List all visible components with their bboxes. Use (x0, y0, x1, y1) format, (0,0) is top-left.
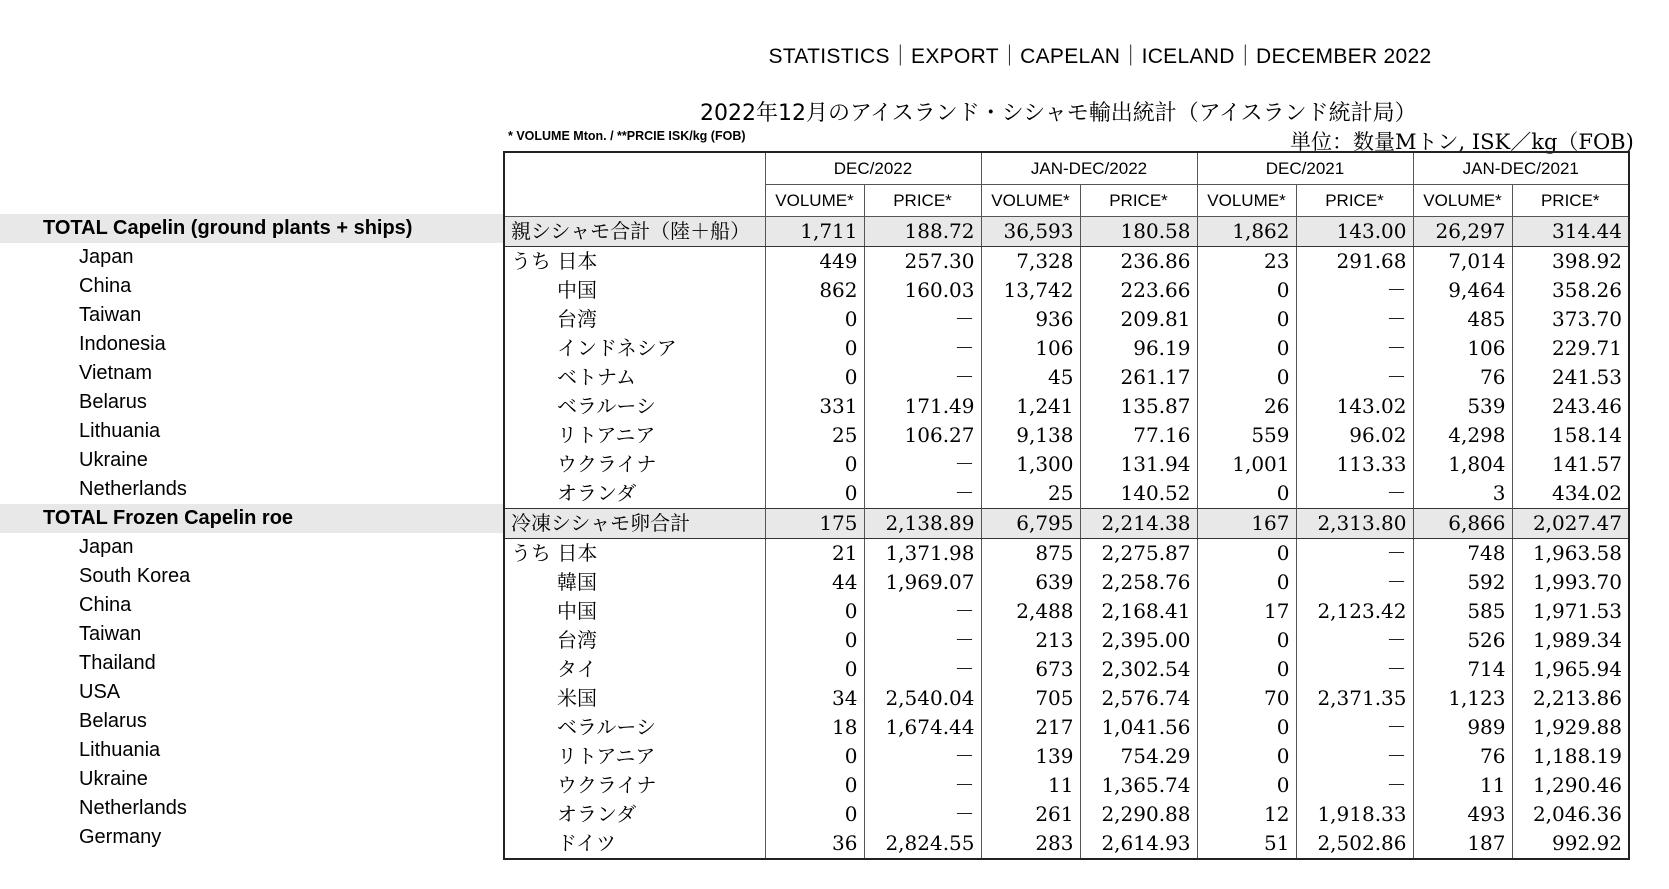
country-label: Ukraine (79, 768, 148, 790)
price-cell: 754.29 (1080, 742, 1197, 771)
volume-cell: 0 (1197, 742, 1296, 771)
japanese-label-cell: 中国 (504, 276, 765, 305)
table-row (504, 626, 1629, 655)
japanese-label-cell: 台湾 (504, 626, 765, 655)
japanese-label-cell: うち 日本 (504, 247, 765, 277)
price-cell: － (864, 479, 981, 509)
volume-cell: 76 (1413, 742, 1512, 771)
volume-cell: 0 (765, 626, 864, 655)
volume-cell: 12 (1197, 800, 1296, 829)
price-cell: 314.44 (1512, 217, 1629, 247)
price-cell: 261.17 (1080, 363, 1197, 392)
japanese-label-cell: インドネシア (504, 334, 765, 363)
price-cell: 160.03 (864, 276, 981, 305)
japanese-label-cell: リトアニア (504, 421, 765, 450)
volume-cell: 0 (1197, 771, 1296, 800)
price-cell: － (1296, 626, 1413, 655)
price-cell: － (864, 655, 981, 684)
volume-cell: 6,866 (1413, 509, 1512, 539)
japanese-label-cell: 中国 (504, 597, 765, 626)
price-cell: 1,965.94 (1512, 655, 1629, 684)
volume-cell: 283 (981, 829, 1080, 859)
country-label: Lithuania (79, 739, 161, 761)
country-label: Ukraine (79, 449, 148, 471)
price-cell: 2,290.88 (1080, 800, 1197, 829)
volume-cell: 9,464 (1413, 276, 1512, 305)
volume-cell: 0 (1197, 363, 1296, 392)
price-cell: 77.16 (1080, 421, 1197, 450)
country-label: Indonesia (79, 333, 166, 355)
volume-cell: 0 (1197, 655, 1296, 684)
corner-cell (504, 152, 765, 217)
price-cell: － (1296, 771, 1413, 800)
price-cell: 135.87 (1080, 392, 1197, 421)
unit-note-japanese: 単位：数量Mトン, ISK／kg（FOB) (1290, 130, 1634, 154)
volume-cell: 0 (765, 334, 864, 363)
volume-cell: 0 (1197, 568, 1296, 597)
price-cell: 113.33 (1296, 450, 1413, 479)
volume-cell: 261 (981, 800, 1080, 829)
price-cell: 2,824.55 (864, 829, 981, 859)
capelin-export-table (503, 151, 1630, 860)
price-cell: 188.72 (864, 217, 981, 247)
table-row (504, 713, 1629, 742)
price-cell: 373.70 (1512, 305, 1629, 334)
volume-cell: 1,123 (1413, 684, 1512, 713)
report-header: STATISTICS｜EXPORT｜CAPELAN｜ICELAND｜DECEMBER 2022 (768, 45, 1432, 68)
japanese-label-cell: ベトナム (504, 363, 765, 392)
period-header: JAN-DEC/2021 (1413, 152, 1629, 185)
japanese-label-cell: うち 日本 (504, 539, 765, 569)
volume-cell: 4,298 (1413, 421, 1512, 450)
volume-cell: 175 (765, 509, 864, 539)
price-cell: － (864, 742, 981, 771)
price-cell: － (1296, 334, 1413, 363)
volume-cell: 1,862 (1197, 217, 1296, 247)
price-cell: 2,614.93 (1080, 829, 1197, 859)
price-cell: 257.30 (864, 247, 981, 277)
price-cell: 1,290.46 (1512, 771, 1629, 800)
volume-cell: 106 (1413, 334, 1512, 363)
country-label: Germany (79, 826, 162, 848)
volume-cell: 0 (765, 771, 864, 800)
price-cell: 2,502.86 (1296, 829, 1413, 859)
price-header: PRICE* (1296, 185, 1413, 217)
price-cell: 1,929.88 (1512, 713, 1629, 742)
volume-cell: 0 (1197, 713, 1296, 742)
country-label: China (79, 275, 132, 297)
japanese-label-cell: ベラルーシ (504, 713, 765, 742)
volume-cell: 187 (1413, 829, 1512, 859)
volume-cell: 0 (765, 800, 864, 829)
japanese-label-cell: 韓国 (504, 568, 765, 597)
country-label: Taiwan (79, 623, 142, 645)
price-cell: 1,969.07 (864, 568, 981, 597)
volume-cell: 167 (1197, 509, 1296, 539)
table-row (504, 392, 1629, 421)
volume-cell: 639 (981, 568, 1080, 597)
japanese-label-cell: ウクライナ (504, 450, 765, 479)
table-row (504, 684, 1629, 713)
volume-cell: 989 (1413, 713, 1512, 742)
price-cell: 1,041.56 (1080, 713, 1197, 742)
table-row (504, 363, 1629, 392)
japanese-label-cell: 台湾 (504, 305, 765, 334)
japanese-label-cell: タイ (504, 655, 765, 684)
volume-cell: 673 (981, 655, 1080, 684)
volume-cell: 748 (1413, 539, 1512, 569)
volume-cell: 592 (1413, 568, 1512, 597)
price-cell: 2,027.47 (1512, 509, 1629, 539)
price-cell: 209.81 (1080, 305, 1197, 334)
country-label: Japan (79, 246, 134, 268)
japanese-label-cell: ウクライナ (504, 771, 765, 800)
volume-cell: 7,328 (981, 247, 1080, 277)
price-cell: 2,138.89 (864, 509, 981, 539)
volume-cell: 0 (1197, 626, 1296, 655)
price-cell: － (864, 597, 981, 626)
price-cell: － (864, 334, 981, 363)
volume-cell: 36 (765, 829, 864, 859)
price-cell: 1,188.19 (1512, 742, 1629, 771)
price-cell: 1,993.70 (1512, 568, 1629, 597)
volume-cell: 0 (1197, 334, 1296, 363)
price-cell: 1,989.34 (1512, 626, 1629, 655)
period-header: DEC/2021 (1197, 152, 1413, 185)
volume-cell: 539 (1413, 392, 1512, 421)
japanese-label-cell: リトアニア (504, 742, 765, 771)
period-header: JAN-DEC/2022 (981, 152, 1197, 185)
volume-cell: 44 (765, 568, 864, 597)
volume-cell: 0 (765, 305, 864, 334)
volume-cell: 862 (765, 276, 864, 305)
price-cell: 171.49 (864, 392, 981, 421)
price-cell: 2,258.76 (1080, 568, 1197, 597)
price-cell: 291.68 (1296, 247, 1413, 277)
table-row (504, 450, 1629, 479)
price-cell: － (864, 450, 981, 479)
price-cell: － (864, 305, 981, 334)
volume-cell: 25 (765, 421, 864, 450)
country-label: Netherlands (79, 797, 187, 819)
volume-cell: 2,488 (981, 597, 1080, 626)
price-cell: 2,302.54 (1080, 655, 1197, 684)
japanese-label-cell: 米国 (504, 684, 765, 713)
volume-header: VOLUME* (1197, 185, 1296, 217)
country-label: Belarus (79, 391, 147, 413)
volume-header: VOLUME* (1413, 185, 1512, 217)
table-row (504, 597, 1629, 626)
japanese-label-cell: ドイツ (504, 829, 765, 859)
country-label: Thailand (79, 652, 156, 674)
price-cell: 2,395.00 (1080, 626, 1197, 655)
unit-note: * VOLUME Mton. / **PRCIE ISK/kg (FOB) (508, 129, 746, 143)
price-cell: 236.86 (1080, 247, 1197, 277)
volume-cell: 6,795 (981, 509, 1080, 539)
price-cell: 2,540.04 (864, 684, 981, 713)
price-cell: － (864, 626, 981, 655)
table-row (504, 247, 1629, 277)
volume-cell: 18 (765, 713, 864, 742)
volume-cell: 1,001 (1197, 450, 1296, 479)
country-label: USA (79, 681, 121, 703)
price-cell: 131.94 (1080, 450, 1197, 479)
price-cell: 2,046.36 (1512, 800, 1629, 829)
total-label: TOTAL Frozen Capelin roe (43, 507, 294, 529)
price-cell: － (1296, 276, 1413, 305)
country-label: South Korea (79, 565, 191, 587)
volume-cell: 526 (1413, 626, 1512, 655)
volume-cell: 26 (1197, 392, 1296, 421)
price-cell: 241.53 (1512, 363, 1629, 392)
volume-header: VOLUME* (765, 185, 864, 217)
table-row (504, 276, 1629, 305)
table-row (504, 800, 1629, 829)
price-cell: 2,168.41 (1080, 597, 1197, 626)
volume-cell: 0 (1197, 276, 1296, 305)
volume-cell: 3 (1413, 479, 1512, 509)
price-header: PRICE* (1512, 185, 1629, 217)
price-cell: 1,674.44 (864, 713, 981, 742)
japanese-label-cell: ベラルーシ (504, 392, 765, 421)
price-cell: 141.57 (1512, 450, 1629, 479)
country-label: Japan (79, 536, 134, 558)
total-label: TOTAL Capelin (ground plants + ships) (43, 217, 413, 239)
price-cell: － (1296, 568, 1413, 597)
volume-cell: 449 (765, 247, 864, 277)
japanese-label-cell: 冷凍シシャモ卵合計 (504, 509, 765, 539)
volume-cell: 0 (765, 450, 864, 479)
table-row (504, 771, 1629, 800)
country-label: Belarus (79, 710, 147, 732)
price-cell: 1,371.98 (864, 539, 981, 569)
japanese-label-cell: 親シシャモ合計（陸＋船） (504, 217, 765, 247)
volume-cell: 0 (765, 479, 864, 509)
total-row (504, 509, 1629, 539)
country-label: Taiwan (79, 304, 142, 326)
period-header: DEC/2022 (765, 152, 981, 185)
japanese-label-cell: オランダ (504, 479, 765, 509)
table-row (504, 655, 1629, 684)
price-cell: 180.58 (1080, 217, 1197, 247)
price-cell: － (1296, 742, 1413, 771)
volume-cell: 11 (981, 771, 1080, 800)
price-cell: 140.52 (1080, 479, 1197, 509)
price-cell: 96.19 (1080, 334, 1197, 363)
volume-cell: 1,241 (981, 392, 1080, 421)
price-cell: － (864, 771, 981, 800)
volume-cell: 36,593 (981, 217, 1080, 247)
table-row (504, 334, 1629, 363)
price-cell: － (1296, 363, 1413, 392)
volume-cell: 0 (1197, 539, 1296, 569)
price-cell: 398.92 (1512, 247, 1629, 277)
price-cell: 2,313.80 (1296, 509, 1413, 539)
price-cell: 243.46 (1512, 392, 1629, 421)
price-cell: 1,918.33 (1296, 800, 1413, 829)
volume-cell: 17 (1197, 597, 1296, 626)
volume-cell: 21 (765, 539, 864, 569)
price-cell: － (1296, 539, 1413, 569)
price-cell: 1,971.53 (1512, 597, 1629, 626)
price-cell: 106.27 (864, 421, 981, 450)
volume-cell: 45 (981, 363, 1080, 392)
volume-cell: 76 (1413, 363, 1512, 392)
volume-cell: 25 (981, 479, 1080, 509)
volume-cell: 34 (765, 684, 864, 713)
volume-cell: 585 (1413, 597, 1512, 626)
price-cell: － (864, 363, 981, 392)
price-header: PRICE* (864, 185, 981, 217)
price-cell: 992.92 (1512, 829, 1629, 859)
volume-cell: 106 (981, 334, 1080, 363)
volume-cell: 485 (1413, 305, 1512, 334)
price-cell: － (1296, 713, 1413, 742)
price-cell: 2,123.42 (1296, 597, 1413, 626)
price-cell: 1,963.58 (1512, 539, 1629, 569)
period-header-row (504, 152, 1629, 185)
japanese-title: 2022年12月のアイスランド・シシャモ輸出統計（アイスランド統計局） (700, 101, 1417, 126)
table-row (504, 305, 1629, 334)
price-cell: 2,371.35 (1296, 684, 1413, 713)
price-cell: － (1296, 479, 1413, 509)
price-cell: 2,275.87 (1080, 539, 1197, 569)
volume-header: VOLUME* (981, 185, 1080, 217)
volume-cell: 0 (765, 363, 864, 392)
price-cell: 434.02 (1512, 479, 1629, 509)
price-cell: 96.02 (1296, 421, 1413, 450)
table-row (504, 742, 1629, 771)
volume-cell: 493 (1413, 800, 1512, 829)
volume-cell: 559 (1197, 421, 1296, 450)
volume-cell: 11 (1413, 771, 1512, 800)
country-label: Vietnam (79, 362, 153, 384)
volume-cell: 51 (1197, 829, 1296, 859)
volume-cell: 217 (981, 713, 1080, 742)
price-cell: 158.14 (1512, 421, 1629, 450)
volume-cell: 875 (981, 539, 1080, 569)
table-row (504, 479, 1629, 509)
volume-cell: 936 (981, 305, 1080, 334)
price-cell: 143.02 (1296, 392, 1413, 421)
country-label: China (79, 594, 132, 616)
price-cell: 223.66 (1080, 276, 1197, 305)
volume-cell: 9,138 (981, 421, 1080, 450)
price-cell: － (1296, 305, 1413, 334)
volume-cell: 1,804 (1413, 450, 1512, 479)
volume-cell: 26,297 (1413, 217, 1512, 247)
volume-cell: 1,711 (765, 217, 864, 247)
table-row (504, 568, 1629, 597)
country-label: Netherlands (79, 478, 187, 500)
volume-cell: 139 (981, 742, 1080, 771)
volume-cell: 705 (981, 684, 1080, 713)
volume-cell: 7,014 (1413, 247, 1512, 277)
japanese-label-cell: オランダ (504, 800, 765, 829)
price-cell: 1,365.74 (1080, 771, 1197, 800)
price-cell: 2,576.74 (1080, 684, 1197, 713)
price-cell: 2,213.86 (1512, 684, 1629, 713)
table-row (504, 421, 1629, 450)
price-cell: － (864, 800, 981, 829)
country-label: Lithuania (79, 420, 161, 442)
table-row (504, 829, 1629, 859)
volume-cell: 213 (981, 626, 1080, 655)
volume-cell: 0 (765, 655, 864, 684)
volume-cell: 0 (765, 742, 864, 771)
volume-cell: 0 (1197, 305, 1296, 334)
price-cell: 229.71 (1512, 334, 1629, 363)
volume-cell: 1,300 (981, 450, 1080, 479)
volume-cell: 70 (1197, 684, 1296, 713)
price-cell: 2,214.38 (1080, 509, 1197, 539)
price-cell: － (1296, 655, 1413, 684)
price-cell: 143.00 (1296, 217, 1413, 247)
volume-cell: 0 (765, 597, 864, 626)
volume-cell: 714 (1413, 655, 1512, 684)
price-header: PRICE* (1080, 185, 1197, 217)
price-cell: 358.26 (1512, 276, 1629, 305)
volume-cell: 0 (1197, 479, 1296, 509)
total-row (504, 217, 1629, 247)
table-row (504, 539, 1629, 569)
volume-cell: 13,742 (981, 276, 1080, 305)
volume-cell: 331 (765, 392, 864, 421)
volume-cell: 23 (1197, 247, 1296, 277)
